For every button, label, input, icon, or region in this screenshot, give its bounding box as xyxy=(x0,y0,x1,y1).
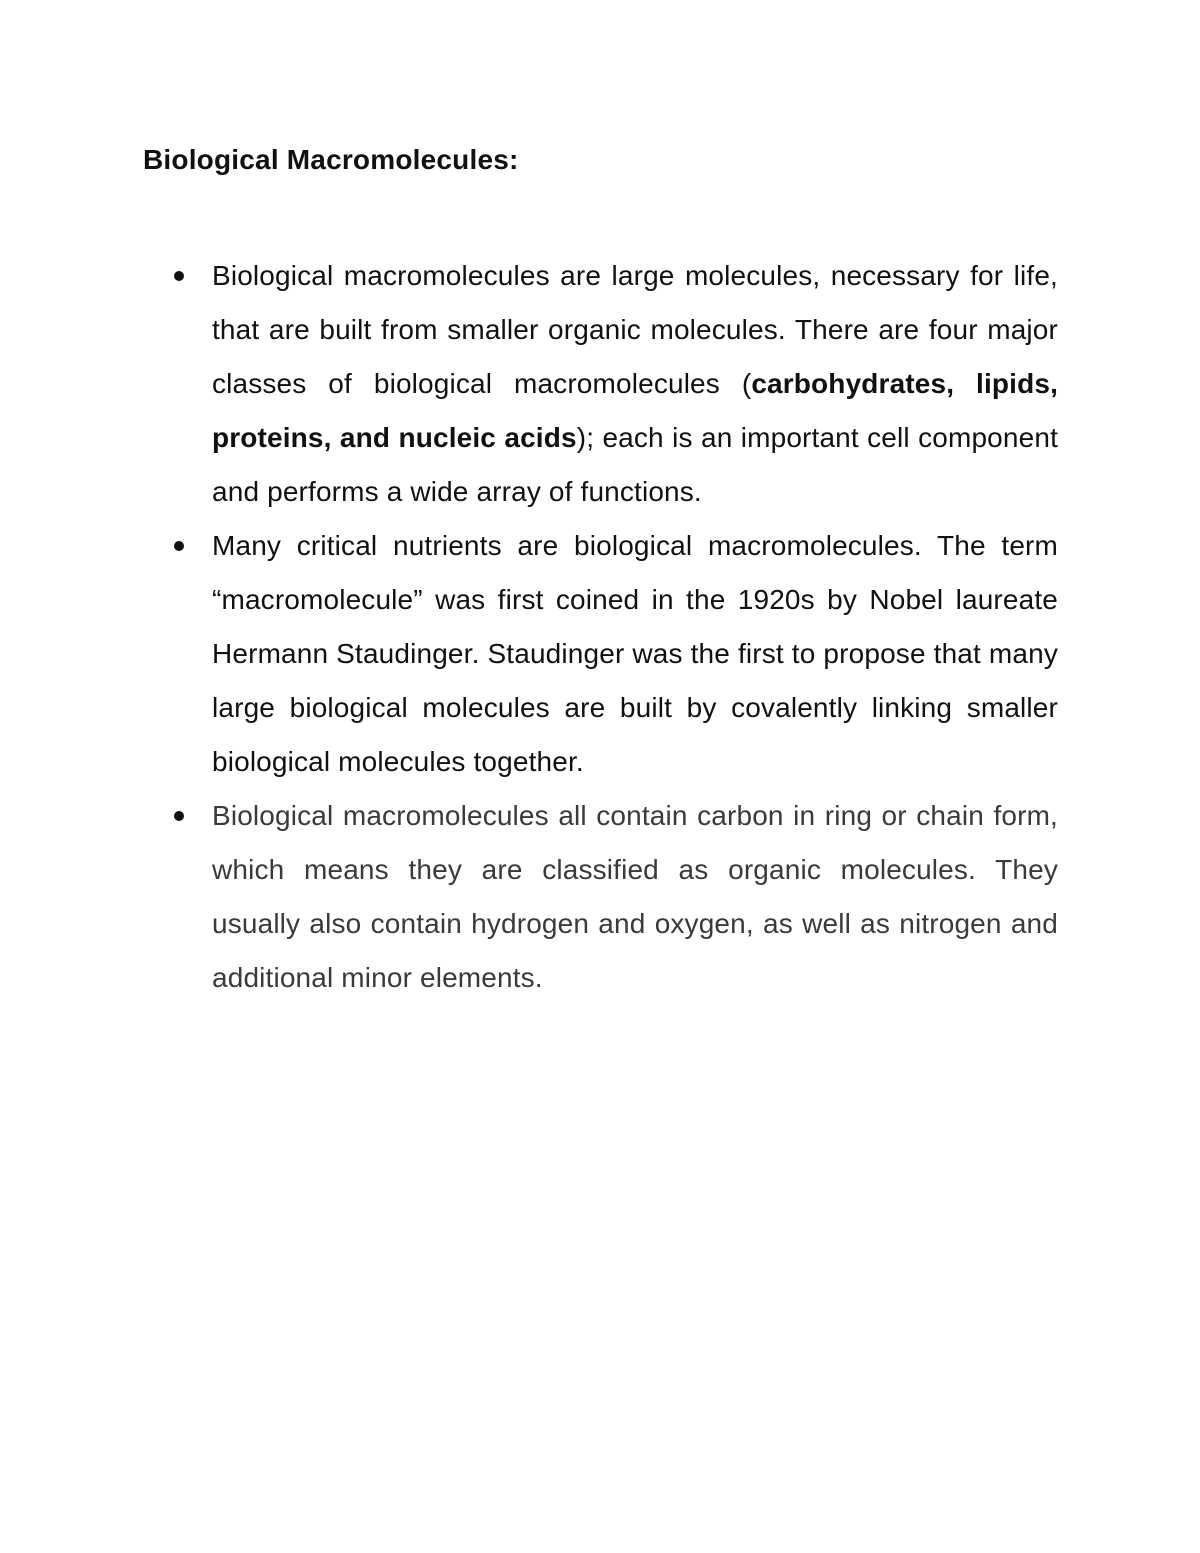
bullet-item-staudinger-history xyxy=(172,519,1058,789)
bullet-text-continuation: ); each is an important cell component and performs a wide array of functions. xyxy=(212,422,1058,507)
bullet-list xyxy=(172,249,1058,1005)
bullet-text-intro: Biological macromolecules are large molecules, necessary for life, that are built from smaller organic molecules. There are four major classes of biological macromolecules ( xyxy=(212,260,1058,399)
macromolecule-classes: carbohydrates, lipids, proteins, and nucleic acids xyxy=(212,368,1058,453)
page-title: Biological Macromolecules: xyxy=(143,144,519,175)
bullet-text-history: Many critical nutrients are biological macromolecules. The term “macromolecule” was first coined in the 1920s by Nobel laureate Hermann Staudinger. Staudinger was the first to propose that many large biological molecules are built by covalently linking smaller biological molecules together. xyxy=(212,530,1058,777)
bullet-point-icon xyxy=(174,541,184,551)
bullet-text-composition: Biological macromolecules all contain carbon in ring or chain form, which means they are classified as organic molecules. They usually also contain hydrogen and oxygen, as well as nitrogen and additional minor elements. xyxy=(212,800,1058,993)
bullet-point-icon xyxy=(174,271,184,281)
bullet-point-icon xyxy=(174,811,184,821)
bullet-item-carbon-composition xyxy=(172,789,1058,1005)
bullet-item-macromolecule-definition xyxy=(172,249,1058,519)
